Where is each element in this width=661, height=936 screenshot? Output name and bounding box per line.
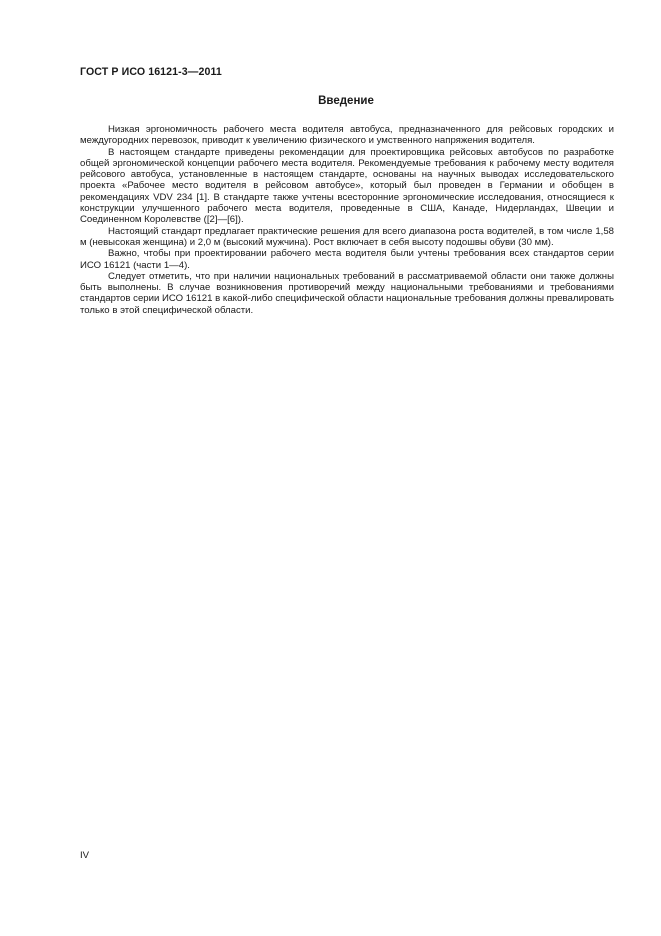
paragraph-2: В настоящем стандарте приведены рекомендации для проектировщика рейсовых автобусов по разработке общей эргономической концепции рабочего места водителя. Рекомендуемые требования к рабочему месту водителя рейсового автобуса, установленные в настоящем стандарте, основаны на научных выводах исследовательского проекта «Рабочее место водителя в рейсовом автобусе», который был проведен в Германии и обобщен в рекомендациях VDV 234 [1]. В стандарте также учтены всесторонние эргономические исследования, относящиеся к конструкции улучшенного рабочего места водителя, проведенные в США, Канаде, Нидерландах, Швеции и Соединенном Королевстве ([2]—[6]). xyxy=(80,146,614,226)
paragraph-3: Настоящий стандарт предлагает практические решения для всего диапазона роста водителей, в том числе 1,58 м (невысокая женщина) и 2,0 м (высокий мужчина). Рост включает в себя высоту подошвы обуви (30 мм). xyxy=(80,225,614,248)
paragraph-1: Низкая эргономичность рабочего места водителя автобуса, предназначенного для рейсовых городских и междугородних перевозок, приводит к увеличению физического и умственного напряжения водителя. xyxy=(80,124,614,147)
section-title: Введение xyxy=(318,95,374,107)
introduction-body xyxy=(80,124,614,316)
paragraph-5: Следует отметить, что при наличии национальных требований в рассматриваемой области они также должны быть выполнены. В случае возникновения противоречий между национальными требованиями и требованиями стандартов серии ИСО 16121 в какой-либо специфической области национальные требования должны превалировать только в этой специфической области. xyxy=(80,270,614,316)
document-header: ГОСТ Р ИСО 16121-3—2011 xyxy=(80,66,222,78)
page-number: IV xyxy=(80,850,90,861)
paragraph-4: Важно, чтобы при проектировании рабочего места водителя были учтены требования всех стандартов серии ИСО 16121 (части 1—4). xyxy=(80,248,614,271)
